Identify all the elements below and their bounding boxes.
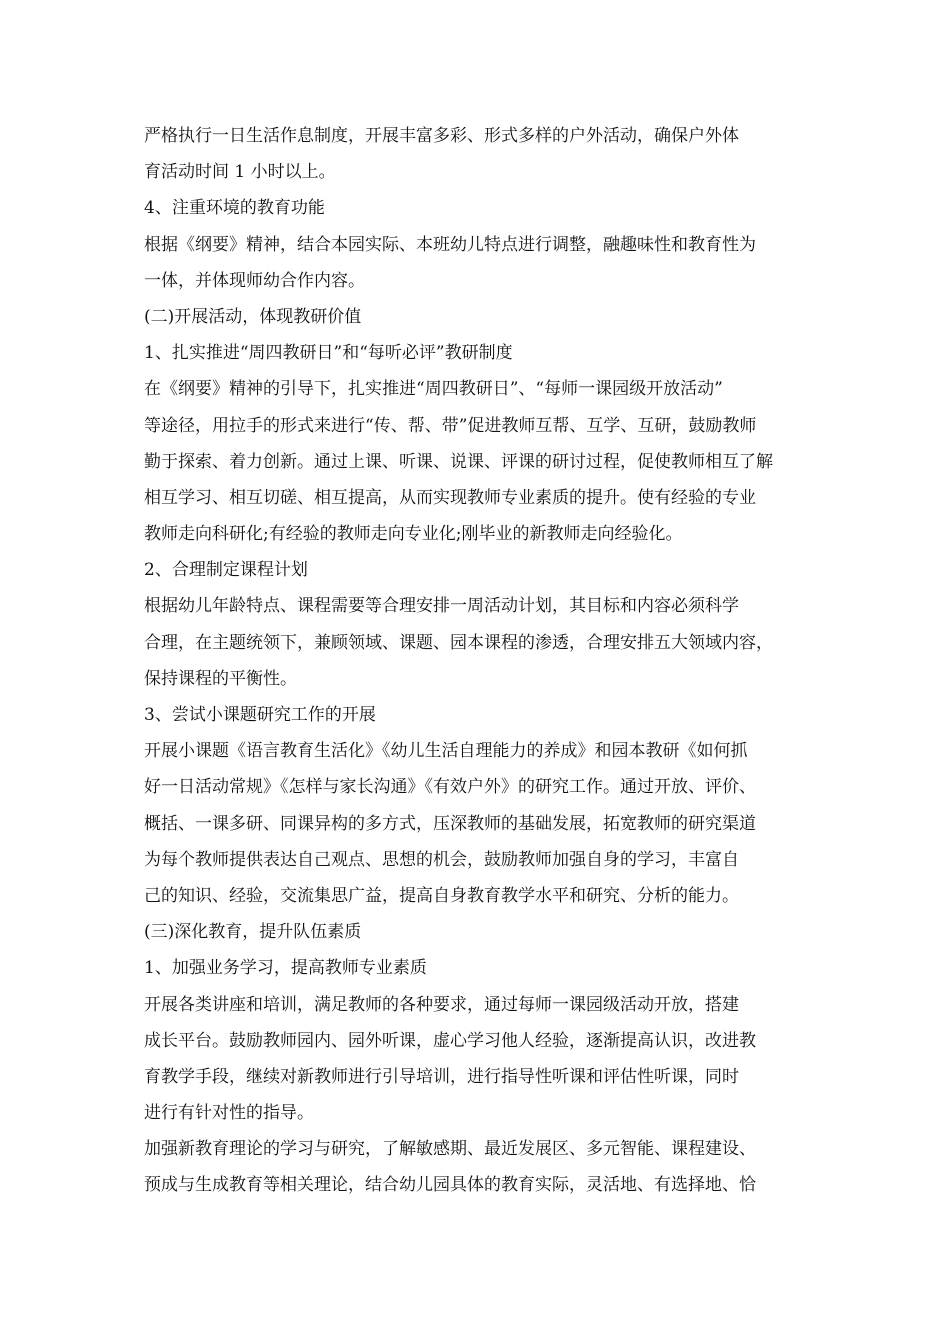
text-line: 预成与生成教育等相关理论，结合幼儿园具体的教育实际，灵活地、有选择地、恰 bbox=[144, 1175, 756, 1196]
text-line: 在《纲要》精神的引导下，扎实推进“周四教研日”、“每师一课园级开放活动” bbox=[144, 379, 723, 400]
section-heading: 2、合理制定课程计划 bbox=[144, 560, 308, 581]
text-line: 勤于探索、着力创新。通过上课、听课、说课、评课的研讨过程，促使教师相互了解 bbox=[144, 451, 773, 472]
text-line: 育教学手段，继续对新教师进行引导培训，进行指导性听课和评估性听课，同时 bbox=[144, 1066, 739, 1087]
section-heading: 4、注重环境的教育功能 bbox=[144, 198, 325, 219]
text-line: 好一日活动常规》《怎样与家长沟通》《有效户外》的研究工作。通过开放、评价、 bbox=[144, 777, 756, 798]
text-line: 保持课程的平衡性。 bbox=[144, 668, 297, 689]
text-line: 合理，在主题统领下，兼顾领域、课题、园本课程的渗透，合理安排五大领域内容， bbox=[144, 632, 773, 653]
text-line: 为每个教师提供表达自己观点、思想的机会，鼓励教师加强自身的学习，丰富自 bbox=[144, 849, 739, 870]
text-line: 教师走向科研化;有经验的教师走向专业化;刚毕业的新教师走向经验化。 bbox=[144, 524, 683, 545]
text-line: 加强新教育理论的学习与研究，了解敏感期、最近发展区、多元智能、课程建设、 bbox=[144, 1139, 756, 1160]
section-heading: 3、尝试小课题研究工作的开展 bbox=[144, 705, 376, 725]
text-line: 开展小课题《语言教育生活化》《幼儿生活自理能力的养成》和园本教研《如何抓 bbox=[144, 741, 748, 762]
text-line: 相互学习、相互切磋、相互提高，从而实现教师专业素质的提升。使有经验的专业 bbox=[144, 487, 756, 508]
text-line: 一体，并体现师幼合作内容。 bbox=[144, 270, 365, 291]
text-line: 等途径，用拉手的形式来进行“传、帮、带”促进教师互帮、互学、互研，鼓励教师 bbox=[144, 415, 757, 436]
section-heading: 1、扎实推进“周四教研日”和“每听必评”教研制度 bbox=[144, 343, 513, 364]
text-line: 根据幼儿年龄特点、课程需要等合理安排一周活动计划，其目标和内容必须科学 bbox=[144, 596, 739, 617]
section-heading: (二)开展活动，体现教研价值 bbox=[144, 306, 362, 327]
text-line: 严格执行一日生活作息制度，开展丰富多彩、形式多样的户外活动，确保户外体 bbox=[144, 126, 739, 146]
text-line: 概括、一课多研、同课异构的多方式，压深教师的基础发展，拓宽教师的研究渠道 bbox=[144, 813, 756, 834]
text-line: 进行有针对性的指导。 bbox=[144, 1103, 314, 1124]
text-line: 育活动时间 1 小时以上。 bbox=[144, 162, 336, 183]
document-body bbox=[144, 118, 810, 1204]
text-line: 开展各类讲座和培训，满足教师的各种要求，通过每师一课园级活动开放，搭建 bbox=[144, 994, 739, 1015]
text-line: 己的知识、经验，交流集思广益，提高自身教育教学水平和研究、分析的能力。 bbox=[144, 885, 739, 906]
text-line: 成长平台。鼓励教师园内、园外听课，虚心学习他人经验，逐渐提高认识，改进教 bbox=[144, 1030, 756, 1051]
section-heading: (三)深化教育，提升队伍素质 bbox=[144, 922, 362, 943]
section-heading: 1、加强业务学习，提高教师专业素质 bbox=[144, 958, 427, 979]
text-line: 根据《纲要》精神，结合本园实际、本班幼儿特点进行调整，融趣味性和教育性为 bbox=[144, 234, 756, 255]
